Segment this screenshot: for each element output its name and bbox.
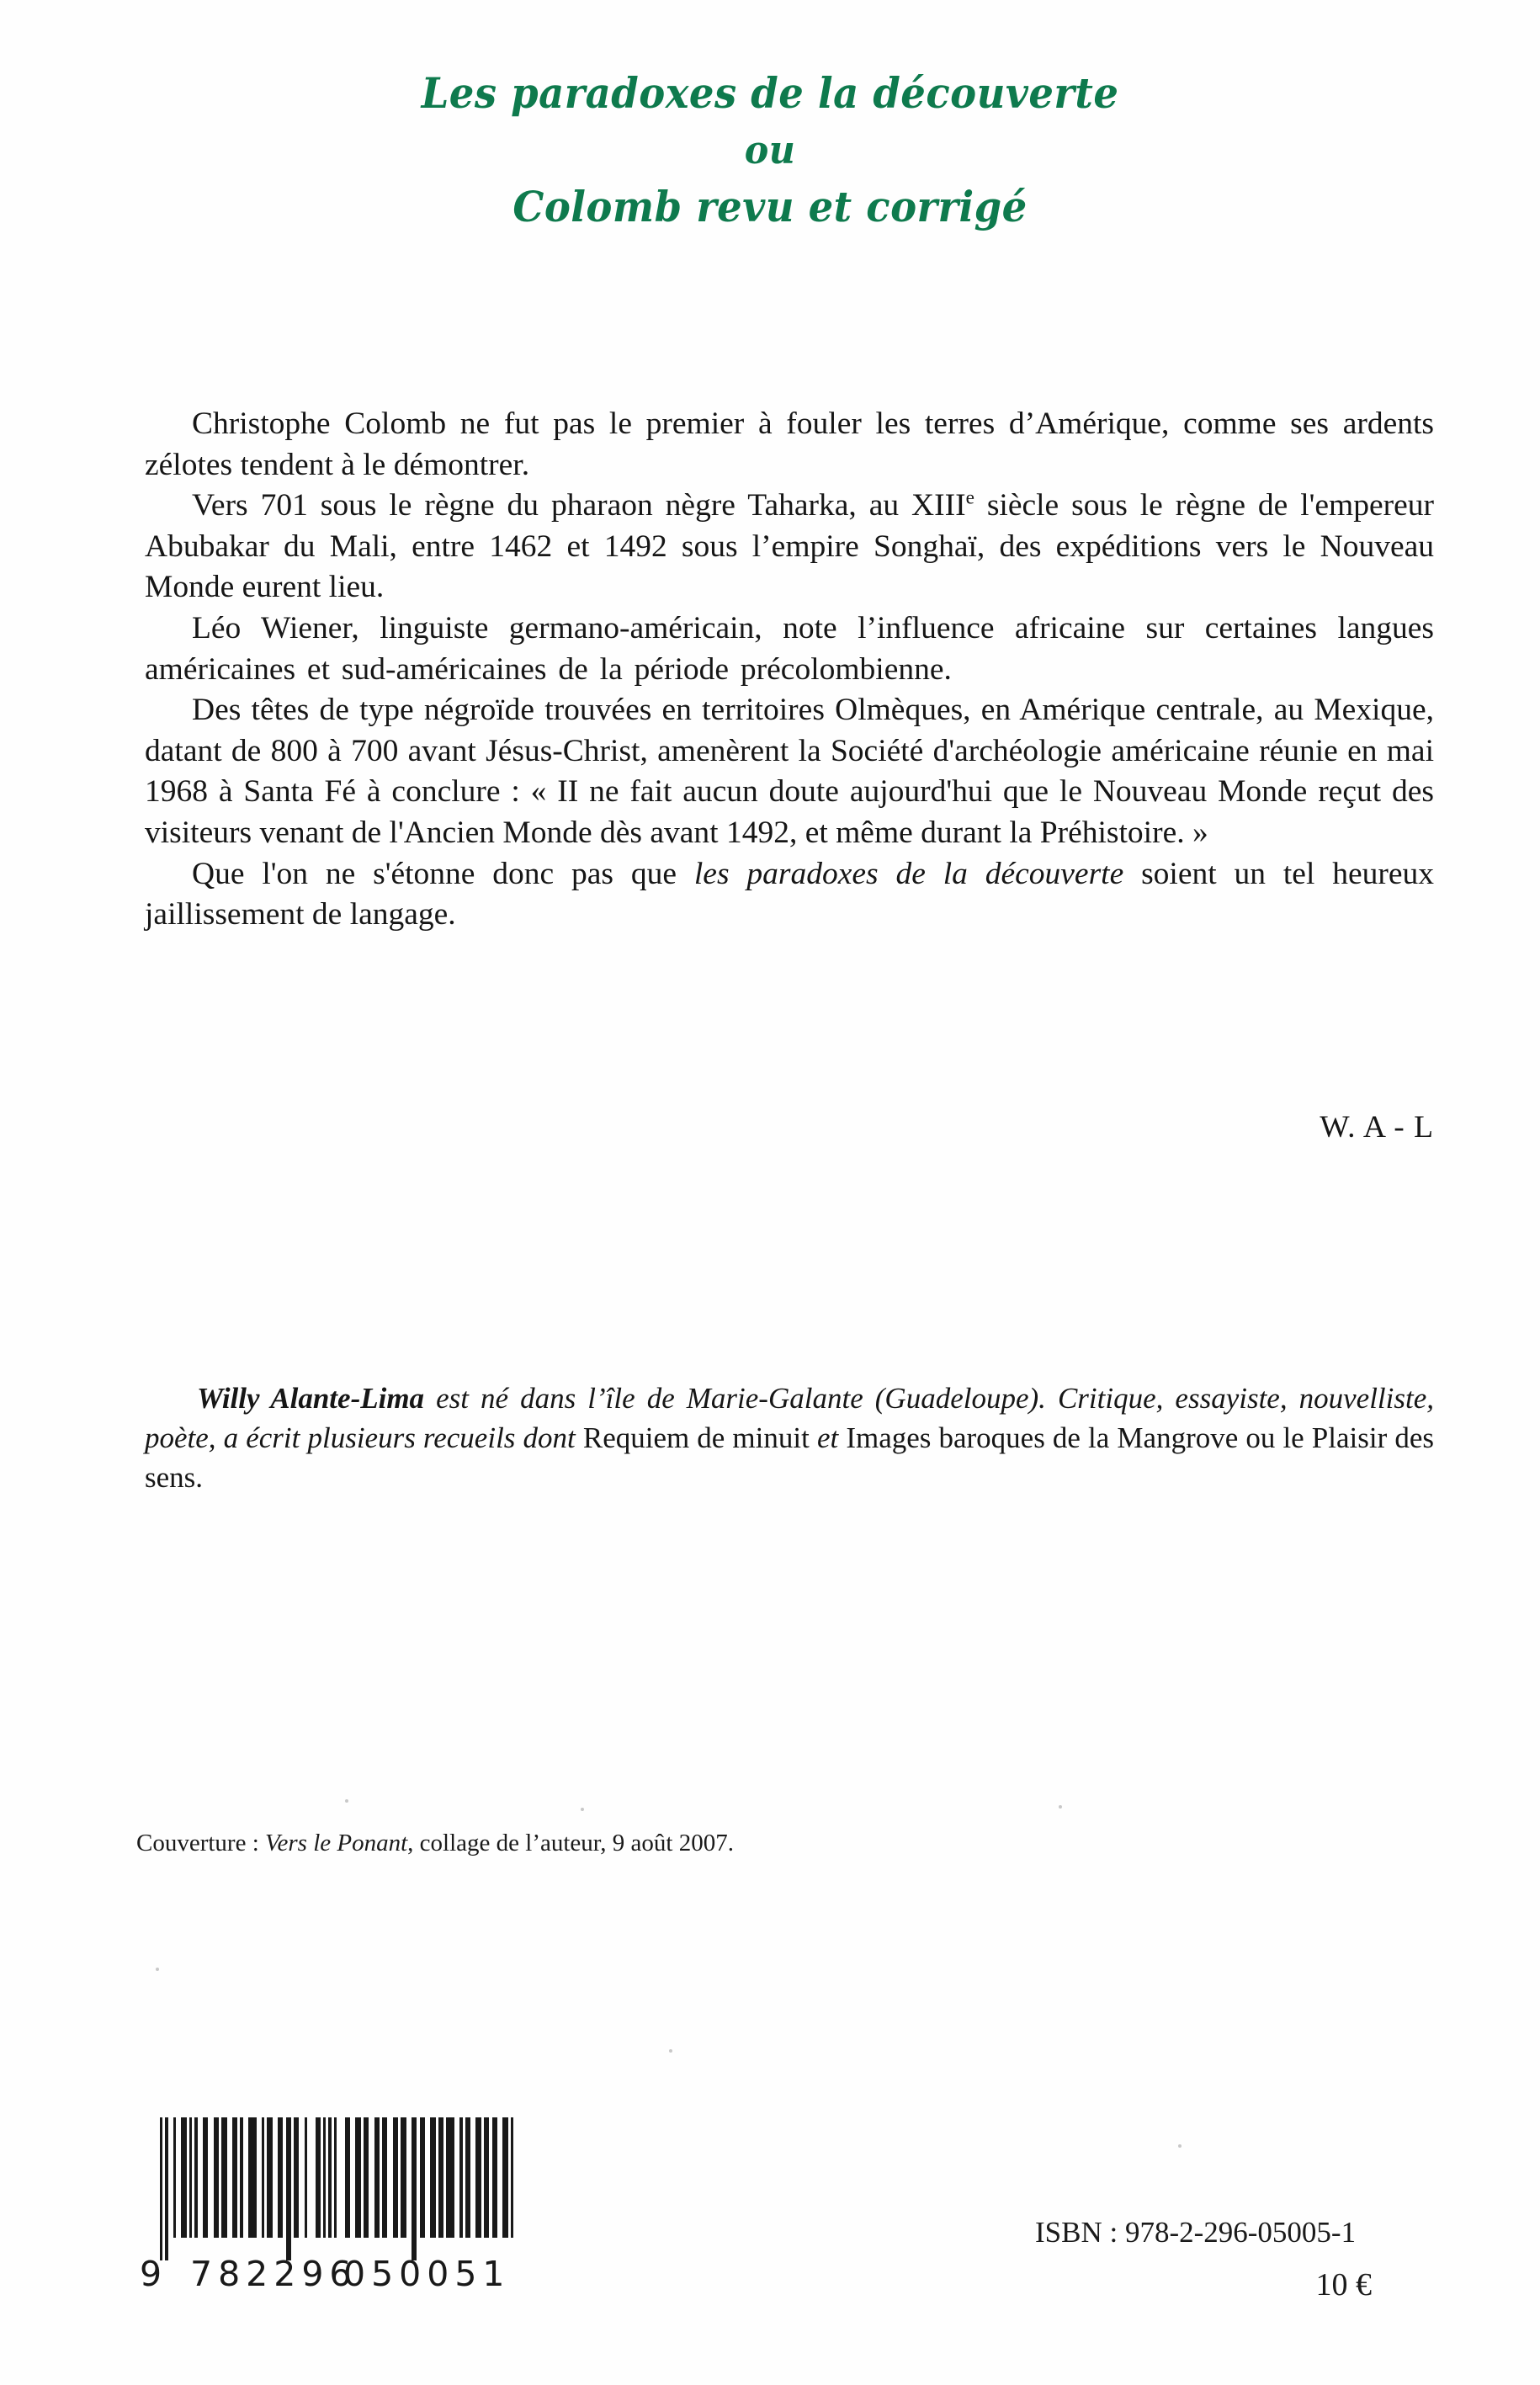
book-title-block [0, 66, 1540, 234]
scan-speck [669, 2049, 672, 2053]
barcode-bar [262, 2117, 264, 2238]
blurb-paragraph-5-part-1: Que l'on ne s'étonne donc pas que [192, 856, 694, 891]
isbn-label: ISBN : 978-2-296-05005-1 [1035, 2216, 1357, 2249]
scan-speck [581, 1808, 584, 1811]
price-label: 10 € [1315, 2267, 1372, 2303]
blurb-paragraph-5-emphasis: les paradoxes de la découverte [693, 856, 1124, 891]
barcode-bar [345, 2117, 350, 2238]
barcode-bar [221, 2117, 226, 2238]
author-work-title-2: Images baroques de la Mangrove ou le Plaisir des sens. [145, 1421, 1435, 1494]
barcode-bar [214, 2117, 219, 2238]
cover-credit-label: Couverture : [136, 1830, 266, 1856]
blurb-paragraph-4: Des têtes de type négroïde trouvées en territoires Olmèques, en Amérique centrale, au Mexique, datant de 800 à 700 avant Jésus-Christ, amenèrent la Société d'archéologie américaine réunie en mai 1968 à Santa Fé à conclure : « II ne fait aucun doute aujourd'hui que le Nouveau Monde reçut des visiteurs venant de l'Ancien Monde dès avant 1492, et même durant la Préhistoire. » [145, 693, 1434, 850]
barcode-bar [475, 2117, 481, 2238]
barcode-bar [393, 2117, 398, 2238]
barcode-bar [203, 2117, 208, 2238]
barcode-bar [286, 2117, 291, 2260]
author-biography-text-2: et [809, 1421, 847, 1454]
title-line-primary: Les paradoxes de la découverte [421, 68, 1119, 118]
barcode-bar [430, 2117, 435, 2238]
barcode-bar [334, 2117, 337, 2238]
barcode-bar [420, 2117, 425, 2238]
cover-credit-rest: , collage de l’auteur, 9 août 2007. [407, 1830, 734, 1856]
barcode-bar [278, 2117, 283, 2238]
scan-speck [1178, 2144, 1182, 2148]
back-cover-blurb [145, 404, 1434, 936]
barcode-bar [267, 2117, 272, 2238]
scan-speck [1059, 1805, 1062, 1809]
blurb-paragraph-1: Christophe Colomb ne fut pas le premier à fouler les terres d’Amérique, comme ses ardents zélotes tendent à le démontrer. [145, 406, 1434, 482]
barcode-bar [316, 2117, 321, 2238]
barcode-bars [160, 2117, 513, 2260]
scan-speck [156, 1968, 159, 1971]
blurb-paragraph-3: Léo Wiener, linguiste germano-américain, note l’influence africaine sur certaines langues américaines et sud-américaines de la période précolombienne. [145, 610, 1434, 687]
barcode-bar [438, 2117, 443, 2238]
ean13-barcode [140, 2117, 513, 2299]
barcode-bar [173, 2117, 176, 2238]
title-line-conjunction: ou [744, 127, 796, 173]
barcode-bar [328, 2117, 331, 2238]
barcode-digit-group-2: 050051 [343, 2254, 511, 2294]
barcode-bar [511, 2117, 513, 2238]
ordinal-superscript: e [965, 486, 974, 509]
cover-artwork-title: Vers le Ponant [265, 1830, 408, 1856]
author-biography-paragraph [145, 1378, 1434, 1497]
author-biography-text-1: est né dans l’île de Marie-Galante (Guadeloupe). Critique, essayiste, nouvelliste, poète, a écrit plusieurs recueils dont [145, 1382, 1434, 1454]
barcode-bar [465, 2117, 470, 2238]
barcode-bar [165, 2117, 167, 2260]
barcode-digit-group-1: 782296 [190, 2254, 358, 2294]
barcode-bar [294, 2117, 299, 2238]
barcode-bar [412, 2117, 417, 2260]
barcode-bar [248, 2117, 257, 2238]
barcode-bar [459, 2117, 462, 2238]
barcode-digit-prefix: 9 [140, 2254, 163, 2294]
barcode-digits [140, 2254, 513, 2299]
author-name: Willy Alante-Lima [197, 1382, 425, 1415]
blurb-paragraph-5 [145, 854, 1434, 936]
blurb-paragraph-2-part-1: Vers 701 sous le règne du pharaon nègre Taharka, au XIII [192, 488, 966, 523]
barcode-bar [181, 2117, 186, 2238]
author-work-title-1: Requiem de minuit [582, 1421, 810, 1454]
barcode-bar [374, 2117, 380, 2238]
barcode-bar [492, 2117, 497, 2238]
barcode-bar [355, 2117, 360, 2238]
barcode-bar [364, 2117, 369, 2238]
barcode-bar [484, 2117, 489, 2238]
blurb-paragraph-5-part-2: soient un tel heureux jaillissement de langage. [145, 856, 1434, 932]
author-initials-signature: W. A - L [1320, 1110, 1434, 1145]
barcode-bar [323, 2117, 326, 2238]
barcode-bar [502, 2117, 507, 2238]
barcode-bar [160, 2117, 162, 2260]
barcode-bar [446, 2117, 454, 2238]
barcode-bar [401, 2117, 406, 2238]
author-biography [145, 1378, 1434, 1497]
title-line-subtitle: Colomb revu et corrigé [512, 181, 1028, 231]
barcode-bar [382, 2117, 387, 2238]
barcode-bar [189, 2117, 192, 2238]
barcode-bar [305, 2117, 307, 2238]
blurb-paragraph-2-part-2: siècle sous le règne de l'empereur Abubakar du Mali, entre 1462 et 1492 sous l’empire Songhaï, des expéditions vers le Nouveau Monde eurent lieu. [145, 488, 1434, 605]
cover-artwork-credit [136, 1828, 734, 1858]
scan-speck [345, 1799, 348, 1803]
barcode-bar [232, 2117, 237, 2238]
barcode-bar [240, 2117, 242, 2238]
barcode-bar [194, 2117, 197, 2238]
blurb-paragraph-2 [145, 486, 1434, 608]
